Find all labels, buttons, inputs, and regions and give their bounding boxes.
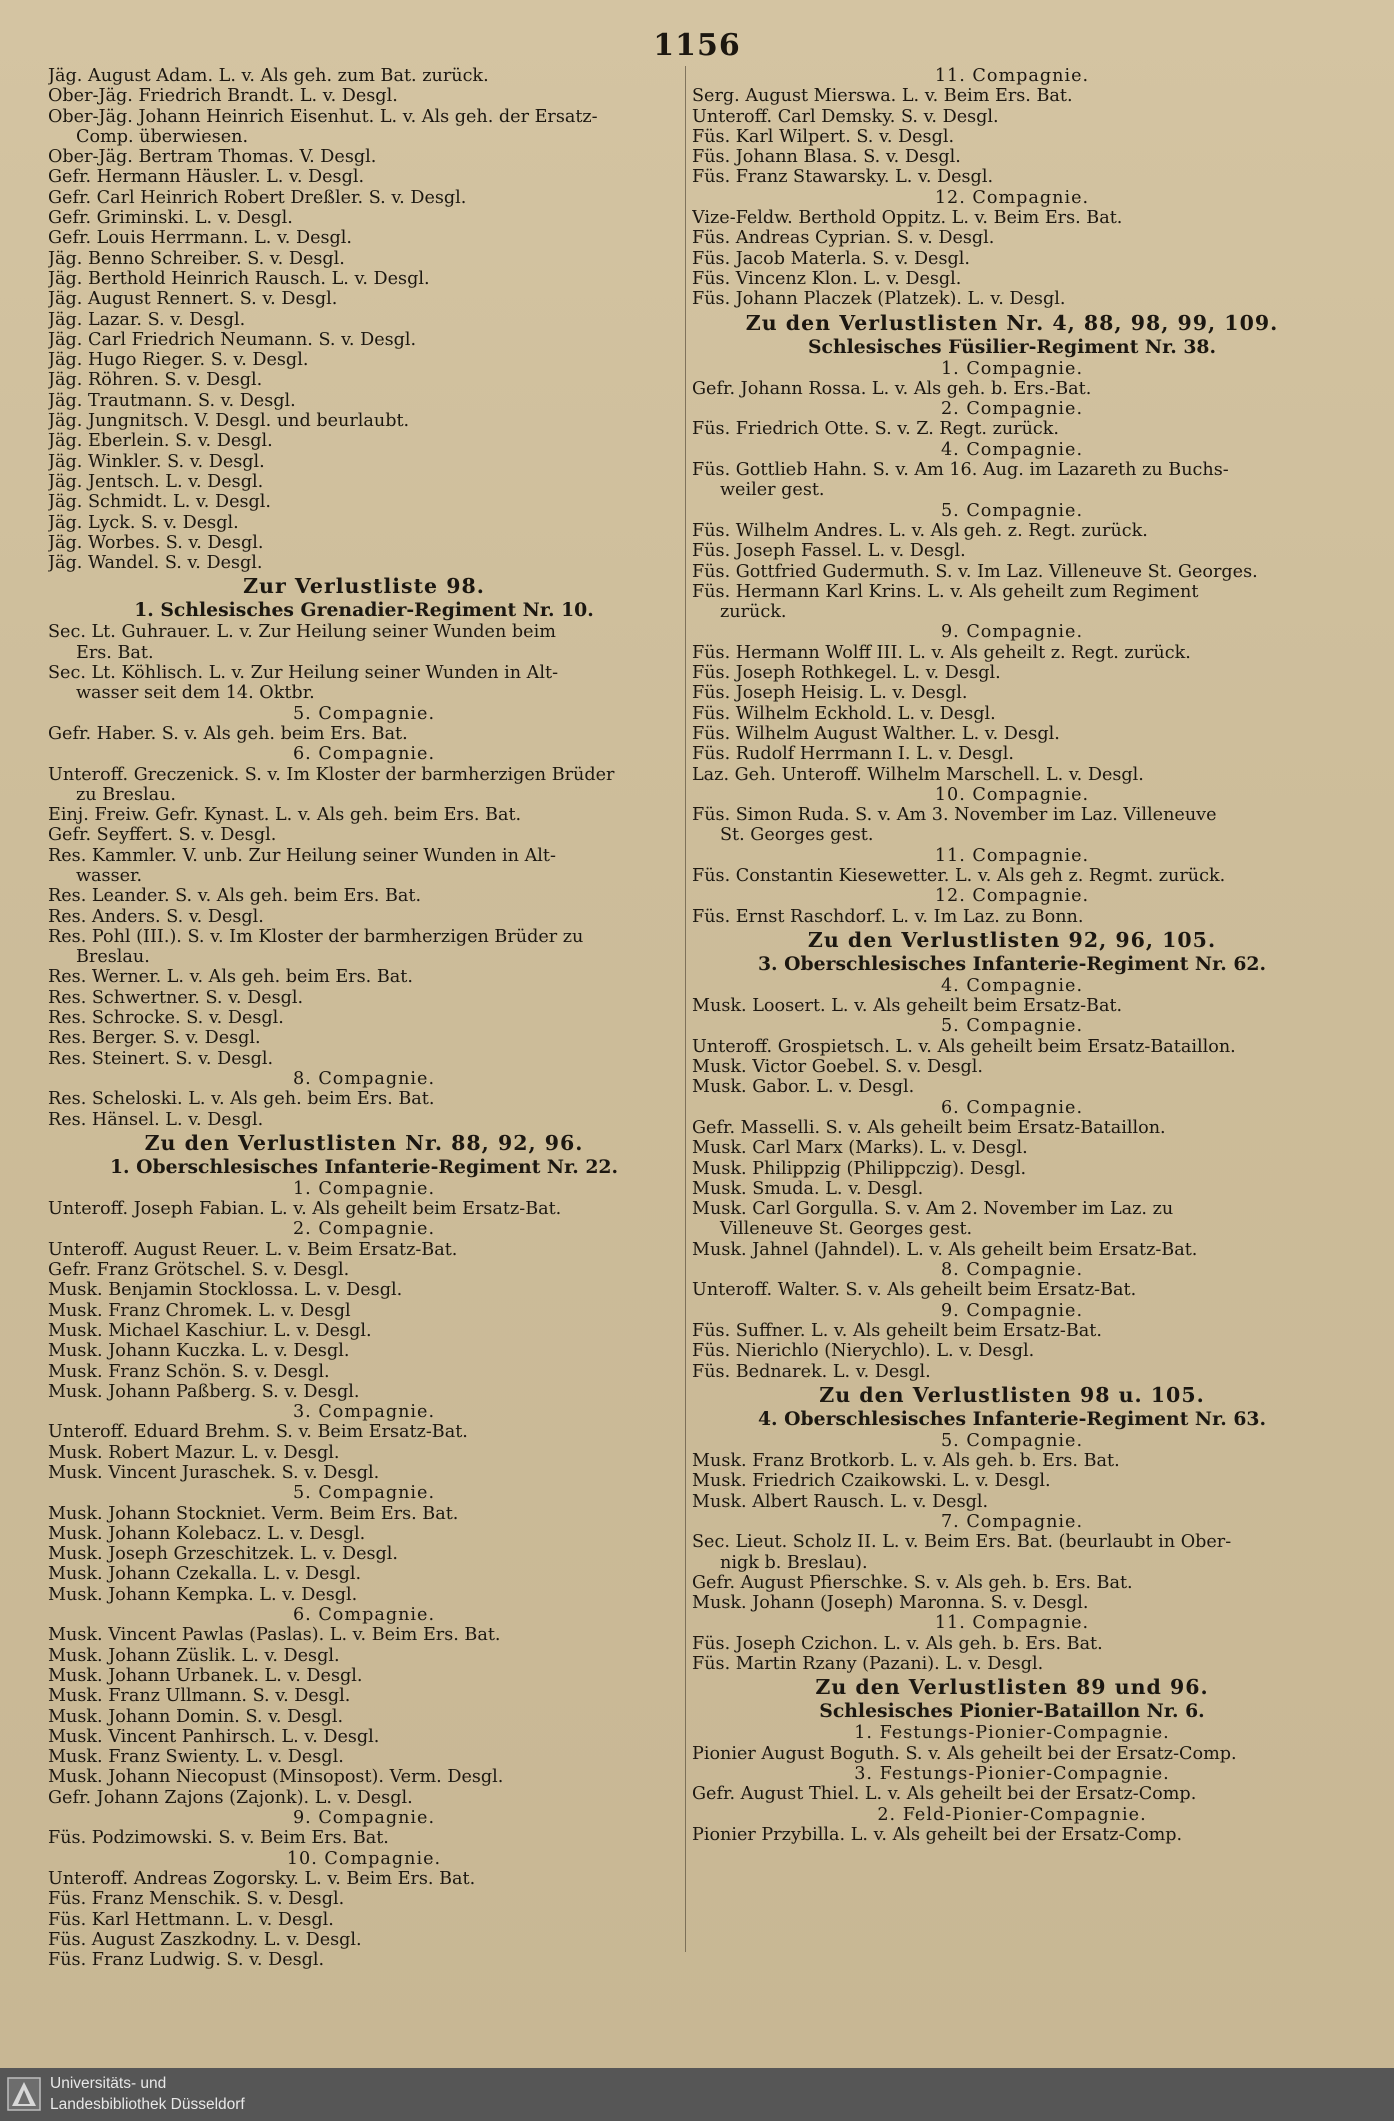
regiment-heading: 4. Oberschlesisches Infanterie-Regiment Nr. 63. bbox=[757, 1407, 1266, 1430]
company-heading: 4. Compagnie. bbox=[940, 975, 1084, 996]
entry-line: Füs. Constantin Kiesewetter. L. v. Als geh z. Regmt. zurück. bbox=[692, 865, 1226, 886]
entry-line: Füs. Johann Placzek (Platzek). L. v. Desgl. bbox=[692, 289, 1066, 310]
regiment-heading: 1. Oberschlesisches Infanterie-Regiment Nr. 22. bbox=[109, 1155, 618, 1178]
entry-line: Füs. Wilhelm Eckhold. L. v. Desgl. bbox=[692, 703, 996, 724]
entry-line: Sec. Lt. Guhrauer. L. v. Zur Heilung seiner Wunden beim bbox=[48, 622, 556, 643]
entry-line: Musk. Albert Rausch. L. v. Desgl. bbox=[692, 1491, 989, 1512]
entry-line: Füs. Podzimowski. S. v. Beim Ers. Bat. bbox=[48, 1828, 389, 1849]
entry-line: Gefr. Carl Heinrich Robert Dreßler. S. v. Desgl. bbox=[48, 187, 467, 208]
entry-line: Res. Schrocke. S. v. Desgl. bbox=[48, 1008, 284, 1029]
entry-line: Gefr. Griminski. L. v. Desgl. bbox=[48, 208, 293, 229]
entry-line: nigk b. Breslau). bbox=[720, 1552, 868, 1573]
company-heading: 7. Compagnie. bbox=[940, 1512, 1084, 1532]
entry-line: Jäg. Worbes. S. v. Desgl. bbox=[48, 532, 264, 553]
right-column bbox=[692, 66, 1332, 1845]
entry-line: Pionier Przybilla. L. v. Als geheilt bei der Ersatz-Comp. bbox=[692, 1824, 1183, 1845]
entry-line: Jäg. Wandel. S. v. Desgl. bbox=[48, 553, 263, 574]
company-heading: 1. Festungs-Pionier-Compagnie. bbox=[854, 1723, 1170, 1744]
entry-line: Gefr. Masselli. S. v. Als geheilt beim Ersatz-Bataillon. bbox=[692, 1117, 1166, 1138]
entry-line: Res. Scheloski. L. v. Als geh. beim Ers. Bat. bbox=[48, 1089, 435, 1110]
entry-line: Musk. Michael Kaschiur. L. v. Desgl. bbox=[48, 1320, 372, 1341]
entry-line: Jäg. Carl Friedrich Neumann. S. v. Desgl. bbox=[48, 329, 417, 350]
entry-line: Musk. Johann Kuczka. L. v. Desgl. bbox=[48, 1341, 350, 1362]
entry-line: Musk. Joseph Grzeschitzek. L. v. Desgl. bbox=[48, 1544, 399, 1565]
entry-line: Füs. Rudolf Herrmann I. L. v. Desgl. bbox=[692, 744, 1014, 765]
entry-line: Füs. Wilhelm Andres. L. v. Als geh. z. Regt. zurück. bbox=[692, 520, 1148, 541]
entry-line: Res. Anders. S. v. Desgl. bbox=[48, 906, 264, 927]
company-heading: 1. Compagnie. bbox=[292, 1178, 436, 1199]
company-heading: 11. Compagnie. bbox=[934, 66, 1090, 86]
entry-line: Musk. Robert Mazur. L. v. Desgl. bbox=[48, 1442, 340, 1463]
company-heading: 2. Compagnie. bbox=[292, 1219, 436, 1240]
company-heading: 2. Compagnie. bbox=[940, 399, 1084, 420]
entry-line: Musk. Johann Kempka. L. v. Desgl. bbox=[48, 1584, 358, 1605]
entry-line: Musk. Friedrich Czaikowski. L. v. Desgl. bbox=[692, 1471, 1051, 1492]
entry-line: Musk. Johann Stockniet. Verm. Beim Ers. Bat. bbox=[48, 1503, 459, 1524]
entry-line: Gefr. Haber. S. v. Als geh. beim Ers. Bat. bbox=[48, 723, 408, 744]
entry-line: Füs. Hermann Wolff III. L. v. Als geheilt z. Regt. zurück. bbox=[692, 642, 1191, 663]
entry-line: Musk. Franz Brotkorb. L. v. Als geh. b. Ers. Bat. bbox=[692, 1451, 1120, 1472]
entry-line: Sec. Lt. Köhlisch. L. v. Zur Heilung seiner Wunden in Alt- bbox=[48, 663, 559, 684]
section-heading: Zu den Verlustlisten 98 u. 105. bbox=[819, 1382, 1205, 1407]
company-heading: 9. Compagnie. bbox=[940, 622, 1084, 643]
entry-line: Einj. Freiw. Gefr. Kynast. L. v. Als geh. beim Ers. Bat. bbox=[48, 805, 522, 826]
company-heading: 3. Festungs-Pionier-Compagnie. bbox=[854, 1763, 1170, 1784]
column-divider bbox=[685, 66, 686, 1952]
entry-line: Res. Leander. S. v. Als geh. beim Ers. Bat. bbox=[48, 886, 422, 907]
company-heading: 8. Compagnie. bbox=[940, 1260, 1084, 1281]
entry-line: Unteroff. Carl Demsky. S. v. Desgl. bbox=[692, 106, 999, 127]
company-heading: 1. Compagnie. bbox=[940, 358, 1084, 379]
entry-line: Res. Steinert. S. v. Desgl. bbox=[48, 1048, 274, 1069]
entry-line: Jäg. Lazar. S. v. Desgl. bbox=[48, 309, 246, 330]
entry-line: Jäg. August Adam. L. v. Als geh. zum Bat. zurück. bbox=[48, 66, 489, 86]
company-heading: 11. Compagnie. bbox=[934, 1613, 1090, 1634]
entry-line: Villeneuve St. Georges gest. bbox=[720, 1219, 973, 1240]
entry-line: Unteroff. Grospietsch. L. v. Als geheilt beim Ersatz-Bataillon. bbox=[692, 1036, 1236, 1057]
entry-line: Füs. Gottfried Gudermuth. S. v. Im Laz. Villeneuve St. Georges. bbox=[692, 561, 1258, 582]
entry-line: Res. Hänsel. L. v. Desgl. bbox=[48, 1109, 264, 1130]
entry-line: wasser. bbox=[76, 865, 143, 886]
section-heading: Zu den Verlustlisten 92, 96, 105. bbox=[807, 927, 1217, 952]
company-heading: 5. Compagnie. bbox=[940, 1430, 1084, 1451]
section-heading: Zu den Verlustlisten Nr. 88, 92, 96. bbox=[144, 1130, 584, 1155]
entry-line: Gefr. Seyffert. S. v. Desgl. bbox=[48, 825, 277, 846]
company-heading: 10. Compagnie. bbox=[934, 784, 1090, 805]
entry-line: Musk. Philippzig (Philippczig). Desgl. bbox=[692, 1158, 1027, 1179]
entry-line: Füs. Johann Blasa. S. v. Desgl. bbox=[692, 147, 961, 168]
entry-line: Füs. Ernst Raschdorf. L. v. Im Laz. zu Bonn. bbox=[692, 906, 1084, 927]
entry-line: Musk. Johann (Joseph) Maronna. S. v. Desgl. bbox=[692, 1593, 1089, 1614]
company-heading: 12. Compagnie. bbox=[934, 187, 1090, 208]
entry-line: Füs. August Zaszkodny. L. v. Desgl. bbox=[48, 1929, 362, 1950]
entry-line: Füs. Vincenz Klon. L. v. Desgl. bbox=[692, 268, 962, 289]
entry-line: Musk. Johann Kolebacz. L. v. Desgl. bbox=[48, 1523, 366, 1544]
entry-line: Gefr. Johann Rossa. L. v. Als geh. b. Ers.-Bat. bbox=[692, 378, 1092, 399]
entry-line: Füs. Franz Menschik. S. v. Desgl. bbox=[48, 1889, 345, 1910]
company-heading: 6. Compagnie. bbox=[940, 1097, 1084, 1118]
entry-line: Jäg. Trautmann. S. v. Desgl. bbox=[48, 390, 296, 411]
entry-line: Musk. Franz Swienty. L. v. Desgl. bbox=[48, 1747, 344, 1768]
entry-line: Füs. Franz Stawarsky. L. v. Desgl. bbox=[692, 167, 994, 188]
entry-line: Jäg. Röhren. S. v. Desgl. bbox=[48, 370, 263, 391]
entry-line: Musk. Johann Züslik. L. v. Desgl. bbox=[48, 1645, 340, 1666]
entry-line: Musk. Victor Goebel. S. v. Desgl. bbox=[692, 1057, 983, 1078]
entry-line: Musk. Jahnel (Jahndel). L. v. Als geheilt beim Ersatz-Bat. bbox=[692, 1239, 1198, 1260]
entry-line: Musk. Smuda. L. v. Desgl. bbox=[692, 1178, 924, 1199]
entry-line: Füs. Martin Rzany (Pazani). L. v. Desgl. bbox=[692, 1654, 1044, 1675]
regiment-heading: 1. Schlesisches Grenadier-Regiment Nr. 10. bbox=[134, 599, 594, 622]
entry-line: Ers. Bat. bbox=[76, 642, 154, 663]
entry-line: Gefr. August Pfierschke. S. v. Als geh. b. Ers. Bat. bbox=[692, 1572, 1133, 1593]
entry-line: Jäg. Jungnitsch. V. Desgl. und beurlaubt. bbox=[48, 411, 410, 432]
entry-line: Musk. Gabor. L. v. Desgl. bbox=[692, 1077, 915, 1098]
entry-line: Musk. Vincent Juraschek. S. v. Desgl. bbox=[48, 1463, 380, 1483]
entry-line: Jäg. Lyck. S. v. Desgl. bbox=[48, 512, 239, 533]
entry-line: Gefr. August Thiel. L. v. Als geheilt bei der Ersatz-Comp. bbox=[692, 1784, 1197, 1805]
page-number: 1156 bbox=[653, 28, 741, 63]
entry-line: zurück. bbox=[720, 602, 787, 623]
company-heading: 3. Compagnie. bbox=[292, 1402, 436, 1423]
entry-line: Jäg. Hugo Rieger. S. v. Desgl. bbox=[48, 350, 309, 371]
entry-line: Füs. Hermann Karl Krins. L. v. Als geheilt zum Regiment bbox=[692, 581, 1199, 602]
entry-line: Res. Pohl (III.). S. v. Im Kloster der barmherzigen Brüder zu bbox=[48, 926, 584, 947]
entry-line: Unteroff. August Reuer. L. v. Beim Ersatz-Bat. bbox=[48, 1239, 458, 1260]
entry-line: Füs. Andreas Cyprian. S. v. Desgl. bbox=[692, 228, 995, 249]
entry-line: Jäg. Schmidt. L. v. Desgl. bbox=[48, 492, 271, 513]
entry-line: Musk. Benjamin Stocklossa. L. v. Desgl. bbox=[48, 1280, 403, 1301]
entry-line: Musk. Vincent Panhirsch. L. v. Desgl. bbox=[48, 1726, 380, 1747]
entry-line: Füs. Franz Ludwig. S. v. Desgl. bbox=[48, 1950, 325, 1971]
entry-line: wasser seit dem 14. Oktbr. bbox=[76, 683, 315, 704]
company-heading: 5. Compagnie. bbox=[292, 703, 436, 724]
entry-line: weiler gest. bbox=[720, 480, 825, 501]
entry-line: Musk. Johann Domin. S. v. Desgl. bbox=[48, 1706, 344, 1727]
company-heading: 9. Compagnie. bbox=[292, 1808, 436, 1829]
entry-line: Füs. Friedrich Otte. S. v. Z. Regt. zurück. bbox=[692, 419, 1060, 440]
entry-line: Sec. Lieut. Scholz II. L. v. Beim Ers. Bat. (beurlaubt in Ober- bbox=[692, 1532, 1232, 1553]
regiment-heading: Schlesisches Füsilier-Regiment Nr. 38. bbox=[807, 335, 1217, 358]
regiment-heading: Schlesisches Pionier-Bataillon Nr. 6. bbox=[819, 1700, 1205, 1723]
entry-line: Füs. Suffner. L. v. Als geheilt beim Ersatz-Bat. bbox=[692, 1320, 1102, 1341]
entry-line: Gefr. Louis Herrmann. L. v. Desgl. bbox=[48, 228, 353, 249]
entry-line: Ober-Jäg. Friedrich Brandt. L. v. Desgl. bbox=[48, 86, 398, 107]
entry-line: St. Georges gest. bbox=[720, 825, 874, 846]
entry-line: Gefr. Johann Zajons (Zajonk). L. v. Desgl. bbox=[48, 1787, 413, 1808]
entry-line: Res. Werner. L. v. Als geh. beim Ers. Bat. bbox=[48, 967, 413, 988]
entry-line: Musk. Carl Gorgulla. S. v. Am 2. November im Laz. zu bbox=[692, 1199, 1174, 1220]
entry-line: Füs. Wilhelm August Walther. L. v. Desgl. bbox=[692, 723, 1060, 744]
section-heading: Zu den Verlustlisten Nr. 4, 88, 98, 99, 109. bbox=[745, 310, 1279, 335]
company-heading: 6. Compagnie. bbox=[292, 744, 436, 765]
entry-line: Füs. Joseph Rothkegel. L. v. Desgl. bbox=[692, 663, 1001, 684]
entry-line: Musk. Johann Urbanek. L. v. Desgl. bbox=[48, 1665, 363, 1686]
company-heading: 5. Compagnie. bbox=[940, 1016, 1084, 1037]
entry-line: Füs. Bednarek. L. v. Desgl. bbox=[692, 1361, 931, 1382]
entry-line: Comp. überwiesen. bbox=[76, 126, 249, 147]
entry-line: Füs. Joseph Heisig. L. v. Desgl. bbox=[692, 683, 968, 704]
entry-line: Ober-Jäg. Bertram Thomas. V. Desgl. bbox=[48, 147, 377, 168]
entry-line: Füs. Karl Hettmann. L. v. Desgl. bbox=[48, 1909, 334, 1930]
entry-line: Füs. Gottlieb Hahn. S. v. Am 16. Aug. im Lazareth zu Buchs- bbox=[692, 460, 1229, 481]
entry-line: Füs. Nierichlo (Nierychlo). L. v. Desgl. bbox=[692, 1341, 1035, 1362]
entry-line: Füs. Karl Wilpert. S. v. Desgl. bbox=[692, 126, 955, 147]
section-heading: Zu den Verlustlisten 89 und 96. bbox=[815, 1675, 1209, 1700]
entry-line: Jäg. August Rennert. S. v. Desgl. bbox=[48, 289, 338, 310]
footer-line-1: Universitäts- und bbox=[50, 2075, 167, 2092]
company-heading: 5. Compagnie. bbox=[292, 1483, 436, 1504]
entry-line: Pionier August Boguth. S. v. Als geheilt bei der Ersatz-Comp. bbox=[692, 1743, 1237, 1764]
entry-line: Res. Schwertner. S. v. Desgl. bbox=[48, 987, 304, 1008]
company-heading: 6. Compagnie. bbox=[292, 1605, 436, 1626]
entry-line: Ober-Jäg. Johann Heinrich Eisenhut. L. v. Als geh. der Ersatz- bbox=[48, 106, 598, 127]
entry-line: Serg. August Mierswa. L. v. Beim Ers. Bat. bbox=[692, 86, 1073, 107]
footer-line-2: Landesbibliothek Düsseldorf bbox=[50, 2096, 245, 2113]
entry-line: Gefr. Franz Grötschel. S. v. Desgl. bbox=[48, 1260, 350, 1281]
company-heading: 11. Compagnie. bbox=[934, 845, 1090, 866]
entry-line: Füs. Simon Ruda. S. v. Am 3. November im Laz. Villeneuve bbox=[692, 805, 1217, 826]
company-heading: 12. Compagnie. bbox=[934, 886, 1090, 907]
entry-line: Res. Berger. S. v. Desgl. bbox=[48, 1028, 261, 1049]
section-heading: Zur Verlustliste 98. bbox=[243, 574, 485, 599]
company-heading: 10. Compagnie. bbox=[286, 1848, 442, 1869]
entry-line: Musk. Franz Ullmann. S. v. Desgl. bbox=[48, 1686, 351, 1707]
entry-line: Gefr. Hermann Häusler. L. v. Desgl. bbox=[48, 167, 365, 188]
company-heading: 5. Compagnie. bbox=[940, 500, 1084, 521]
library-logo-icon bbox=[6, 2076, 42, 2112]
entry-line: Musk. Franz Schön. S. v. Desgl. bbox=[48, 1361, 330, 1382]
entry-line: Breslau. bbox=[76, 947, 150, 968]
entry-line: Res. Kammler. V. unb. Zur Heilung seiner Wunden in Alt- bbox=[48, 845, 556, 866]
entry-line: Laz. Geh. Unteroff. Wilhelm Marschell. L. v. Desgl. bbox=[692, 764, 1144, 785]
entry-line: Musk. Johann Czekalla. L. v. Desgl. bbox=[48, 1564, 362, 1585]
entry-line: Jäg. Jentsch. L. v. Desgl. bbox=[48, 471, 264, 492]
company-heading: 9. Compagnie. bbox=[940, 1300, 1084, 1321]
entry-line: Jäg. Winkler. S. v. Desgl. bbox=[48, 451, 265, 472]
entry-line: Jäg. Benno Schreiber. S. v. Desgl. bbox=[48, 248, 345, 269]
entry-line: Musk. Franz Chromek. L. v. Desgl bbox=[48, 1300, 351, 1321]
entry-line: Unteroff. Walter. S. v. Als geheilt beim Ersatz-Bat. bbox=[692, 1280, 1137, 1301]
entry-line: Jäg. Berthold Heinrich Rausch. L. v. Desgl. bbox=[48, 268, 430, 289]
library-footer bbox=[0, 2068, 1394, 2121]
entry-line: Musk. Loosert. L. v. Als geheilt beim Ersatz-Bat. bbox=[692, 996, 1123, 1017]
entry-line: Unteroff. Andreas Zogorsky. L. v. Beim Ers. Bat. bbox=[48, 1868, 476, 1889]
entry-line: Jäg. Eberlein. S. v. Desgl. bbox=[48, 431, 273, 452]
company-heading: 4. Compagnie. bbox=[940, 439, 1084, 460]
entry-line: Musk. Johann Paßberg. S. v. Desgl. bbox=[48, 1381, 360, 1402]
entry-line: Vize-Feldw. Berthold Oppitz. L. v. Beim Ers. Bat. bbox=[692, 208, 1123, 229]
entry-line: Unteroff. Greczenick. S. v. Im Kloster der barmherzigen Brüder bbox=[48, 764, 615, 785]
entry-line: Musk. Johann Niecopust (Minsopost). Verm. Desgl. bbox=[48, 1767, 504, 1788]
entry-line: Musk. Carl Marx (Marks). L. v. Desgl. bbox=[692, 1138, 1028, 1159]
company-heading: 2. Feld-Pionier-Compagnie. bbox=[877, 1804, 1147, 1825]
entry-line: Füs. Joseph Fassel. L. v. Desgl. bbox=[692, 541, 966, 562]
left-column bbox=[48, 66, 680, 1970]
entry-line: Unteroff. Joseph Fabian. L. v. Als geheilt beim Ersatz-Bat. bbox=[48, 1199, 562, 1220]
regiment-heading: 3. Oberschlesisches Infanterie-Regiment Nr. 62. bbox=[757, 952, 1266, 975]
entry-line: Musk. Vincent Pawlas (Paslas). L. v. Beim Ers. Bat. bbox=[48, 1625, 501, 1646]
entry-line: zu Breslau. bbox=[76, 784, 177, 805]
company-heading: 8. Compagnie. bbox=[292, 1068, 436, 1089]
entry-line: Unteroff. Eduard Brehm. S. v. Beim Ersatz-Bat. bbox=[48, 1422, 468, 1443]
entry-line: Füs. Jacob Materla. S. v. Desgl. bbox=[692, 248, 970, 269]
entry-line: Füs. Joseph Czichon. L. v. Als geh. b. Ers. Bat. bbox=[692, 1633, 1103, 1654]
